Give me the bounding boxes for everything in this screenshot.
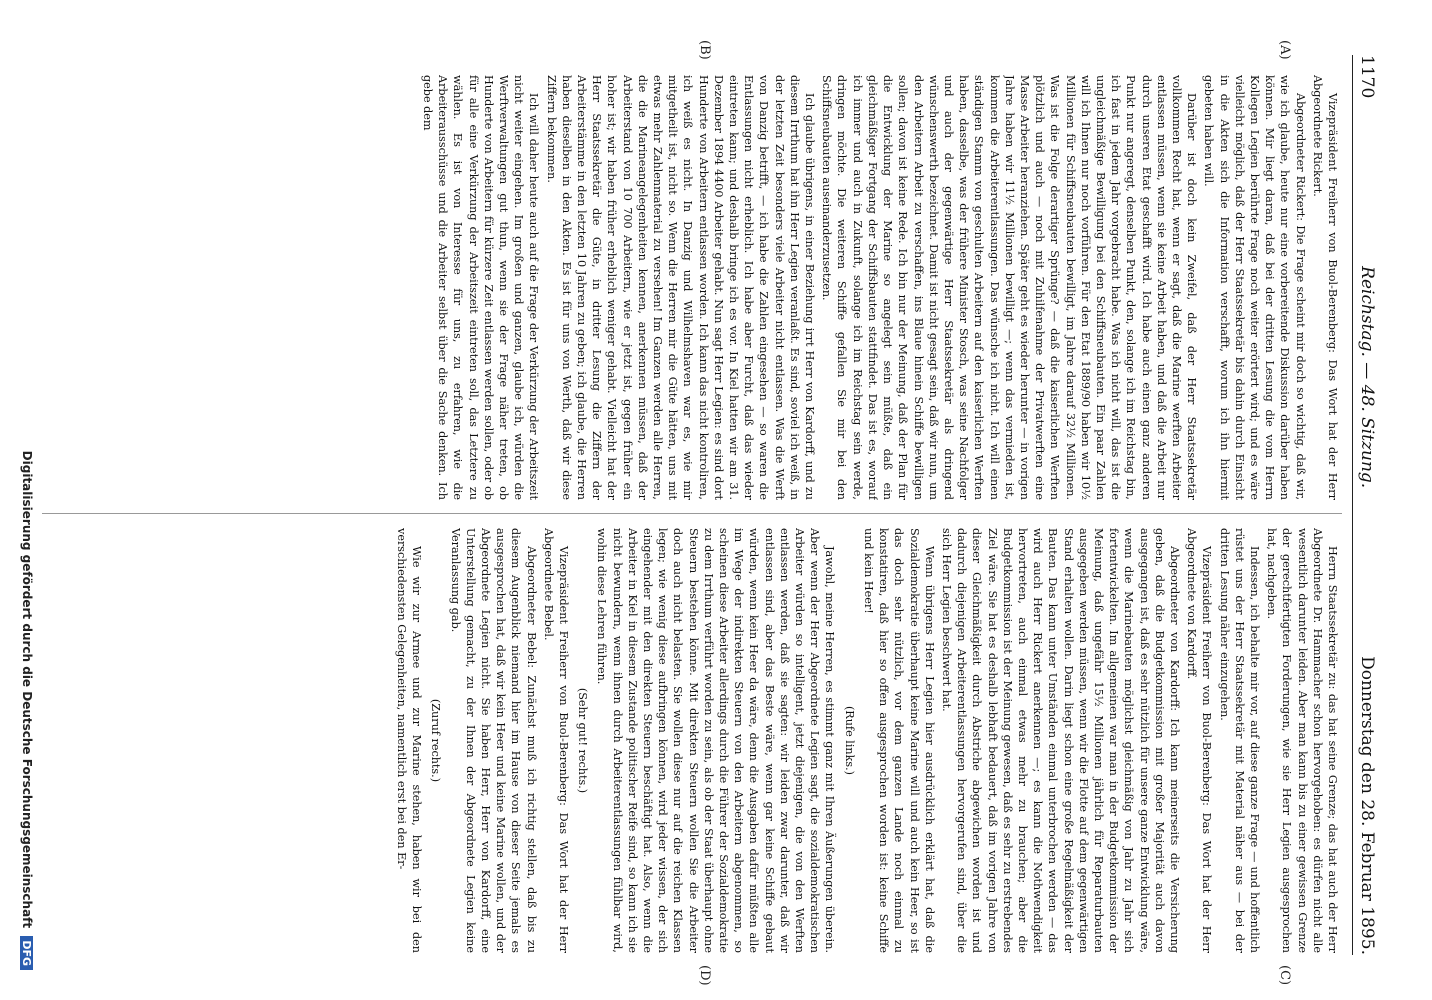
paragraph: Ich will daher heute auch auf die Frage der Verkürzung der Arbeitszeit nicht weiter eingehen. Im großen und ganzen, glaube ich, würden die Werftverwaltungen gut thun, wenn sie der Frage näher treten, ob Hunderte von Arbeitern für kürzere Zeit entlassen werden sollen, oder ob für alle eine Verkürzung der Arbeitszeit eintreten soll, das Letztere zu wählen. Es ist von Interesse für uns, zu erfahren, wie die Arbeiterausschüsse und die Arbeiter selbst über die Sache denken. Ich gebe dem xyxy=(421,75,541,500)
left-column xyxy=(40,75,1340,500)
interjection: (Zuruf rechts.) xyxy=(429,698,443,783)
paragraph: Vizepräsident Freiherr von Buol-Berenberg: Das Wort hat der Herr Abgeordnete von Kardorff. xyxy=(1185,528,1214,953)
paragraph: Vizepräsident Freiherr von Buol-Berenberg: Das Wort hat der Herr Abgeordnete Bebel. xyxy=(541,528,571,953)
column-divider xyxy=(42,513,1342,514)
paragraph: Vizepräsident Freiherr von Buol-Berenberg: Das Wort hat der Herr Abgeordnete Rickert. xyxy=(1310,75,1339,500)
margin-mark-a: (A) xyxy=(1277,40,1292,60)
paragraph: Abgeordneter von Kardorff: Ich kann meinerseits die Versicherung geben, daß die Budgetkommission mit großer Majorität auch davon ausgegangen ist, daß es sehr nützlich für unsere ganze Entwicklung wäre, wenn die Marinebauten möglichst gleichmäßig von Jahr zu Jahr sich fortentwickelten. Im allgemeinen war man in der Budgetkommission der Meinung, daß ungefähr 15½ Millionen jährlich für Reparaturbauten ausgegeben werden müssen, wenn wir die Flotte auf dem gegenwärtigen Stand erhalten wollen. Darin liegt schon eine große Regelmäßigkeit der Bauten. Das kann unter Umständen einmal unterbrochen werden — das wird auch Herr Rickert anerkennen —; es kann die Nothwendigkeit hervortreten, auch einmal etwas mehr zu brauchen; aber die Budgetkommission ist der Meinung gewesen, daß es sehr zu erstrebendes Ziel wäre. Sie hat es deshalb lebhaft bedauert, daß im vorigen Jahre von dieser Gleichmäßigkeit durch Abstriche abgewichen worden ist und dadurch diejenigen Arbeiterentlassungen hervorgerufen sind, über die sich Herr Legien beschwert hat. xyxy=(939,528,1181,953)
paragraph: Herrn Staatssekretär zu: das hat seine Grenze; das hat auch der Herr Abgeordnete Dr. Hammacher schon hervorgehoben: es dürfen nicht alle wesentlich darunter leiden. Aber man kann bis zu einer gewissen Grenze der gerechtfertigten Forderungen, wie sie Herr Legien ausgesprochen hat, nachgeben. xyxy=(1265,528,1339,953)
margin-mark-b: (B) xyxy=(697,40,712,60)
paragraph: Ich glaube übrigens, in einer Beziehung irrt Herr von Kardorff, und zu diesem Irrthum hat ihn Herr Legien veranlaßt. Es sind, soviel ich weiß, in der letzten Zeit besonders viele Arbeiter nicht entlassen. Was die Werft von Danzig betrifft, — ich habe die Zahlen eingesehen — so waren die Entlassungen nicht erheblich. Ich habe aber Furcht, daß das wieder eintreten kann; und deshalb bringe ich es vor. In Kiel hatten wir am 31. Dezember 1894 4400 Arbeiter gehabt. Nun sagt Herr Legien: es sind dort Hunderte von Arbeitern entlassen worden. Ich kann das nicht kontroliren, ich weiß es nicht. In Danzig und Wilhelmshaven war es, wie mir mitgetheilt ist, nicht so. Wenn die Herren mir die Güte hätten, uns mit etwas mehr Zahlenmaterial zu versehen! Im Ganzen werden alle Herren, die die Marineangelegenheiten kennen, anerkennen müssen, daß der Arbeiterstand von 10 700 Arbeitern, wie er jetzt ist, gegen früher ein hoher ist; wir haben früher erheblich weniger gehabt. Vielleicht hat der Herr Staatssekretär die Güte, in dritter Lesung die Ziffern der Arbeiterstämme in den letzten 10 Jahren zu geben; ich glaube, die Herren haben dieselben in den Akten. Es ist für uns von Werth, daß wir diese Ziffern bekommen. xyxy=(544,75,817,500)
header-date: Donnerstag den 28. Februar 1895. xyxy=(1357,656,1377,955)
right-column xyxy=(40,528,1340,953)
digitization-credit xyxy=(20,110,34,970)
paragraph: Abgeordneter Bebel: Zunächst muß ich richtig stellen, daß bis zu diesem Augenblick niemand hier im Hause von dieser Seite jemals es ausgesprochen hat, daß wir kein Heer und keine Marine wollen, und der Abgeordnete Legien nicht. Sie haben Herr, Herr von Kardorff, eine Unterstellung gemacht, zu der Ihnen der Abgeordnete Legien keine Veranlassung gab. xyxy=(448,528,538,953)
page-number: 1170 xyxy=(1357,55,1377,99)
paragraph: Wenn übrigens Herr Legien hier ausdrücklich erklärt hat, daß die Sozialdemokratie überhaupt keine Marine will und auch kein Heer, so ist das doch sehr nützlich, vor dem ganzen Lande noch einmal zu konstatiren, daß hier so offen ausgesprochen worden ist: keine Schiffe und kein Heer! xyxy=(861,528,936,953)
paragraph: Wie wir zur Armee und zur Marine stehen, haben wir bei den verschiedensten Gelegenheiten, namentlich erst bei den Er- xyxy=(395,528,424,953)
dfg-logo: DFG xyxy=(20,936,33,970)
paragraph: Darüber ist doch kein Zweifel, daß der Herr Staatssekretär vollkommen Recht hat, wenn er sagt, daß die Marine werften Arbeiter entlassen müssen, wenn sie keine Arbeit haben, und daß die Arbeit nur durch unseren Etat geschafft wird. Ich habe auch einen ganz anderen Punkt nur angeregt, denselben Punkt, den, solange ich im Reichstag bin, ich fast in jedem Jahr vorgebracht habe. Was ich nicht will, das ist die ungleichmäßige Bewilligung bei den Schiffsneubauten. Ein paar Zahlen will ich Ihnen nur noch vorführen. Für den Etat 1889/90 haben wir 10½ Millionen für Schiffsneubauten bewilligt, im Jahre darauf 32½ Millionen. Was ist die Folge derartiger Sprünge? — daß die kaiserlichen Werften plötzlich und auch — noch mit Zuhilfenahme der Privatwerften eine Masse Arbeiter heranziehen. Später geht es wieder herunter — in vorigen Jahre haben wir 11½ Millionen bewilligt —; wenn das vermieden ist, kommen die Arbeiterentlassungen. Das wünsche ich nicht. Ich will einen ständigen Stamm von geschulten Arbeitern auf den kaiserlichen Werften haben, dasselbe, was der frühere Minister Stosch, was seine Nachfolger und auch der gegenwärtige Herr Staatssekretär als dringend wünschenswerth bezeichnet. Damit ist nicht gesagt sein, daß wir nun, um den Arbeitern Arbeit zu verschaffen, ins Blaue hinein Schiffe bewilligen sollen; davon ist keine Rede. Ich bin nur der Meinung, daß der Plan für die Entwicklung der Marine so angelegt sein müßte, daß ein gleichmäßiger Fortgang der Schiffsbauten stattfindet. Das ist es, worauf ich immer und auch in Zukunft, solange ich im Reichstag sein werde, dringen möchte. Die weiteren Schiffe gefallen Sie mir bei den Schiffsneubauten auseinanderzusetzen. xyxy=(820,75,1199,500)
paragraph: Abgeordneter Rickert: Die Frage scheint mir doch so wichtig, daß wir, wie ich glaube, heute nur eine vorbereitende Diskussion darüber haben können. Mir liegt daran, daß bei der dritten Lesung die vom Herrn Kollegen Legien berührte Frage noch weiter erörtert wird; und es wäre vielleicht möglich, daß der Herr Staatssekretär bis dahin durch Einsicht in die Akten sich die Information verschafft, worum ich ihn hiermit gebeten haben will. xyxy=(1202,75,1307,500)
paragraph: Indessen, ich behalte mir vor, auf diese ganze Frage — und hoffentlich rüstet uns der Herr Staatssekretär mit Material näher aus — bei der dritten Lesung näher einzugehen. xyxy=(1217,528,1261,953)
page-header xyxy=(1352,55,1387,955)
margin-mark-c: (C) xyxy=(1277,965,1292,986)
interjection: (Sehr gut! rechts.) xyxy=(576,687,590,794)
header-session: Reichstag. — 48. Sitzung. xyxy=(1357,266,1377,489)
interjection: (Rufe links.) xyxy=(842,705,856,776)
margin-mark-d: (D) xyxy=(697,965,712,986)
paragraph: Jawohl, meine Herren, es stimmt ganz mit Ihren Äußerungen überein. Aber wenn der Herr Abgeordnete Legien sagt, die sozialdemokratischen Arbeiter würden so intelligent, jetzt diejenigen, die von den Werften entlassen werden, daß sie sagten: wir leiden zwar darunter, daß wir entlassen sind, aber das Beste wäre, wenn gar keine Schiffe gebaut würden, wenn kein Heer da wäre, denn die Ausgaben dafür müßten alle im Wege der indirekten Steuern von den Arbeitern abgenommen, so scheinen diese Arbeiter allerdings durch die Führer der Sozialdemokratie zu dem Irrthum verführt worden zu sein, als ob der Staat überhaupt ohne Steuern bestehen könne. Mit direkten Steuern wollen Sie die Arbeiter doch auch nicht belasten. Sie wollen diese nur auf die reichen Klassen legen; wie wenig diese aufbringen können, wird jeder wissen, der sich eingehender mit den direkten Steuern beschäftigt hat. Also, wenn die Arbeiter in Kiel in diesem Zustande politischer Reife sind, so kann ich sie nicht bewundern, wenn ihnen durch Arbeiterentlassungen fühlbar wird, wohin diese Lehren führen. xyxy=(595,528,837,953)
credit-text: Digitalisierung gefördert durch die Deutsche Forschungsgemeinschaft xyxy=(20,450,34,929)
